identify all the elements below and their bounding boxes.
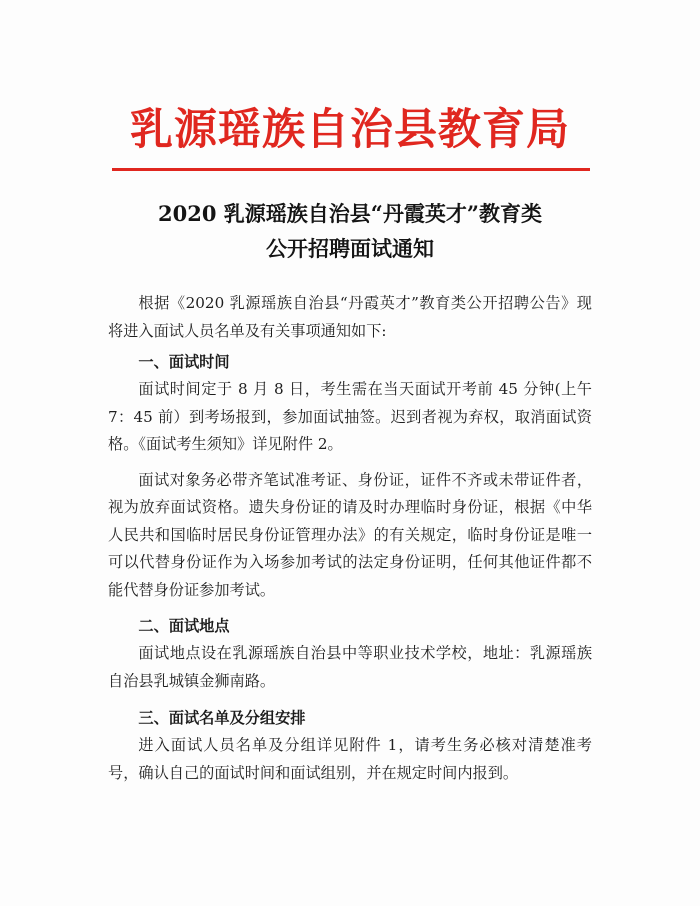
section-paragraph: 面试对象务必带齐笔试准考证、身份证，证件不齐或未带证件者，视为放弃面试资格。遗失身份证的请及时办理临时身份证，根据《中华人民共和国临时居民身份证管理办法》的有关规定，临时身份证是唯一可以代替身份证作为入场参加考试的法定身份证明，任何其他证件都不能代替身份证参加考试。 [108, 470, 592, 599]
section-paragraph: 面试地点设在乳源瑶族自治县中等职业技术学校，地址：乳源瑶族自治县乳城镇金狮南路。 [108, 644, 592, 690]
notice-title-line-2: 公开招聘面试通知 [266, 236, 434, 261]
section-heading-interview-location: 二、面试地点 [138, 617, 230, 635]
section-heading-interview-time: 一、面试时间 [138, 353, 230, 371]
intro-paragraph: 根据《2020 乳源瑶族自治县“丹霞英才”教育类公开招聘公告》现将进入面试人员名单及有关事项通知如下: [108, 294, 592, 340]
letterhead-title: 乳源瑶族自治县教育局 [130, 105, 570, 155]
notice-title-line-1: 2020 乳源瑶族自治县“丹霞英才”教育类 [158, 201, 542, 226]
notice-body [108, 290, 592, 787]
section-heading-interview-list: 三、面试名单及分组安排 [138, 709, 306, 727]
red-divider-line [112, 168, 590, 171]
section-paragraph: 进入面试人员名单及分组详见附件 1，请考生务必核对清楚准考号，确认自己的面试时间和面试组别，并在规定时间内报到。 [108, 736, 592, 782]
section-paragraph: 面试时间定于 8 月 8 日，考生需在当天面试开考前 45 分钟(上午 7：45 前）到考场报到，参加面试抽签。迟到者视为弃权，取消面试资格。《面试考生须知》详见附件 2。 [108, 380, 592, 453]
